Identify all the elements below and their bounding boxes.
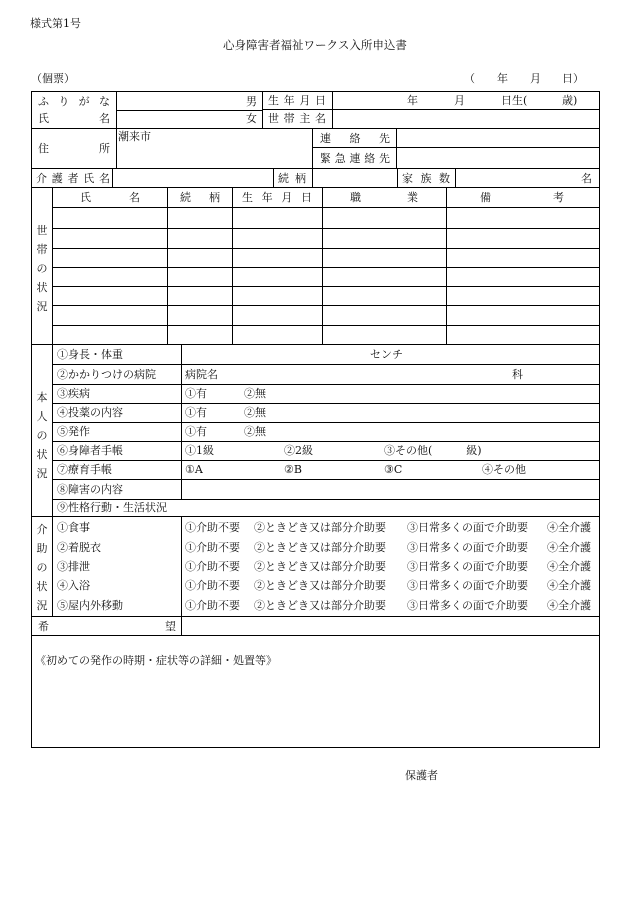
care-dressing-opt4[interactable]: ④全介護 <box>547 541 591 554</box>
medication-no-option[interactable]: ②無 <box>244 406 266 419</box>
seizure-label: ⑤発作 <box>57 425 90 438</box>
household-col-occupation: 職 業 <box>350 191 418 204</box>
household-row[interactable] <box>53 268 599 286</box>
caregiver-relation-field[interactable] <box>313 168 397 187</box>
care-side-label: 介 助 の 状 況 <box>36 523 48 612</box>
care-eating-opt4[interactable]: ④全介護 <box>547 521 591 534</box>
household-row[interactable] <box>53 326 599 344</box>
medication-yes-option[interactable]: ①有 <box>185 406 207 419</box>
address-value: 潮来市 <box>118 130 151 143</box>
ryoiku-certificate-label: ⑦療育手帳 <box>57 463 112 476</box>
household-col-remarks: 備 考 <box>480 191 564 204</box>
household-row[interactable] <box>53 287 599 305</box>
household-head-label: 世 帯 主 名 <box>268 112 326 125</box>
birthdate-field[interactable]: 年 月 日生( 歳) <box>407 94 578 107</box>
disease-yes-option[interactable]: ①有 <box>185 387 207 400</box>
care-mobility-opt3[interactable]: ③日常多くの面で介助要 <box>407 599 528 612</box>
household-row[interactable] <box>53 249 599 267</box>
disability-content-field[interactable] <box>182 480 599 499</box>
height-weight-field[interactable]: センチ <box>370 348 403 361</box>
care-eating-opt3[interactable]: ③日常多くの面で介助要 <box>407 521 528 534</box>
care-bathing-opt3[interactable]: ③日常多くの面で介助要 <box>407 579 528 592</box>
household-head-field[interactable] <box>333 110 598 128</box>
ryoiku-c-option[interactable]: ③C <box>384 463 403 476</box>
ryoiku-b-option[interactable]: ②B <box>284 463 302 476</box>
medication-label: ④投薬の内容 <box>57 406 123 419</box>
seizure-no-option[interactable]: ②無 <box>244 425 266 438</box>
household-row[interactable] <box>53 208 599 228</box>
household-col-relation: 続 柄 <box>180 191 220 204</box>
address-label: 住 所 <box>38 142 110 155</box>
disability-certificate-label: ⑥身障者手帳 <box>57 444 123 457</box>
care-toileting-opt1[interactable]: ①介助不要 <box>185 560 240 573</box>
date-month-label: 月 <box>530 72 541 85</box>
date-open-paren: （ <box>464 72 475 85</box>
application-date[interactable] <box>464 72 586 85</box>
date-year-label: 年 <box>497 72 508 85</box>
disability-grade1-option[interactable]: ①1級 <box>185 444 214 457</box>
emergency-contact-field[interactable] <box>397 147 598 168</box>
name-label: 氏 名 <box>38 112 110 125</box>
form-number: 様式第1号 <box>30 17 81 30</box>
care-item-eating: ①食事 <box>57 521 90 534</box>
care-item-dressing: ②着脱衣 <box>57 541 101 554</box>
date-day-label: 日） <box>562 72 584 85</box>
care-eating-opt1[interactable]: ①介助不要 <box>185 521 240 534</box>
care-dressing-opt1[interactable]: ①介助不要 <box>185 541 240 554</box>
care-item-mobility: ⑤屋内外移動 <box>57 599 123 612</box>
household-col-birthdate: 生 年 月 日 <box>242 191 312 204</box>
behavior-field[interactable] <box>187 500 599 516</box>
sex-male-option[interactable]: 男 <box>246 95 257 108</box>
disability-grade2-option[interactable]: ②2級 <box>284 444 313 457</box>
disability-grade-other-option[interactable]: ③その他( 級) <box>384 444 482 457</box>
document-title: 心身障害者福祉ワークス入所申込書 <box>223 38 407 52</box>
care-eating-opt2[interactable]: ②ときどき又は部分介助要 <box>254 521 386 534</box>
height-weight-label: ①身長・体重 <box>57 348 123 361</box>
care-dressing-opt3[interactable]: ③日常多くの面で介助要 <box>407 541 528 554</box>
seizure-details-prompt: 《初めての発作の時期・症状等の詳細・処置等》 <box>35 654 277 667</box>
hospital-field[interactable]: 病院名 科 <box>185 368 523 381</box>
ryoiku-other-option[interactable]: ④その他 <box>482 463 526 476</box>
household-side-label: 世 帯 の 状 況 <box>36 224 48 313</box>
household-col-name: 氏 名 <box>80 191 140 204</box>
birthdate-label: 生 年 月 日 <box>268 94 326 107</box>
family-count-field[interactable]: 名 <box>581 172 592 185</box>
care-bathing-opt4[interactable]: ④全介護 <box>547 579 591 592</box>
contact-label: 連 絡 先 <box>320 132 390 145</box>
applicant-name-field[interactable] <box>117 92 262 128</box>
hope-field[interactable] <box>182 617 599 635</box>
care-toileting-opt2[interactable]: ②ときどき又は部分介助要 <box>254 560 386 573</box>
ryoiku-a-option[interactable]: ①A <box>185 463 203 476</box>
seizure-details-field[interactable] <box>33 669 598 747</box>
caregiver-relation-label: 続 柄 <box>278 172 306 185</box>
family-count-label: 家 族 数 <box>402 172 450 185</box>
caregiver-label: 介 護 者 氏 名 <box>36 172 110 185</box>
care-bathing-opt1[interactable]: ①介助不要 <box>185 579 240 592</box>
care-toileting-opt3[interactable]: ③日常多くの面で介助要 <box>407 560 528 573</box>
behavior-label: ⑨性格行動・生活状況 <box>57 501 167 514</box>
address-field[interactable] <box>118 130 312 168</box>
care-mobility-opt2[interactable]: ②ときどき又は部分介助要 <box>254 599 386 612</box>
care-item-toileting: ③排泄 <box>57 560 90 573</box>
emergency-contact-label: 緊 急 連 絡 先 <box>320 152 390 165</box>
hope-label: 希 望 <box>38 620 176 633</box>
household-row[interactable] <box>53 306 599 325</box>
care-dressing-opt2[interactable]: ②ときどき又は部分介助要 <box>254 541 386 554</box>
guardian-label: 保護者 <box>405 769 438 782</box>
individual-sheet-label: （個票） <box>31 72 75 85</box>
hospital-label: ②かかりつけの病院 <box>57 368 156 381</box>
care-item-bathing: ④入浴 <box>57 579 90 592</box>
disease-no-option[interactable]: ②無 <box>244 387 266 400</box>
disease-label: ③疾病 <box>57 387 90 400</box>
care-mobility-opt1[interactable]: ①介助不要 <box>185 599 240 612</box>
disability-content-label: ⑧障害の内容 <box>57 483 123 496</box>
care-bathing-opt2[interactable]: ②ときどき又は部分介助要 <box>254 579 386 592</box>
contact-field[interactable] <box>397 128 598 147</box>
household-row[interactable] <box>53 229 599 248</box>
care-mobility-opt4[interactable]: ④全介護 <box>547 599 591 612</box>
personal-side-label: 本 人 の 状 況 <box>36 391 48 480</box>
care-toileting-opt4[interactable]: ④全介護 <box>547 560 591 573</box>
application-form-table <box>31 91 600 748</box>
sex-female-option[interactable]: 女 <box>246 112 257 125</box>
furigana-label: ふ り が な <box>38 95 110 108</box>
caregiver-name-field[interactable] <box>113 168 273 187</box>
seizure-yes-option[interactable]: ①有 <box>185 425 207 438</box>
